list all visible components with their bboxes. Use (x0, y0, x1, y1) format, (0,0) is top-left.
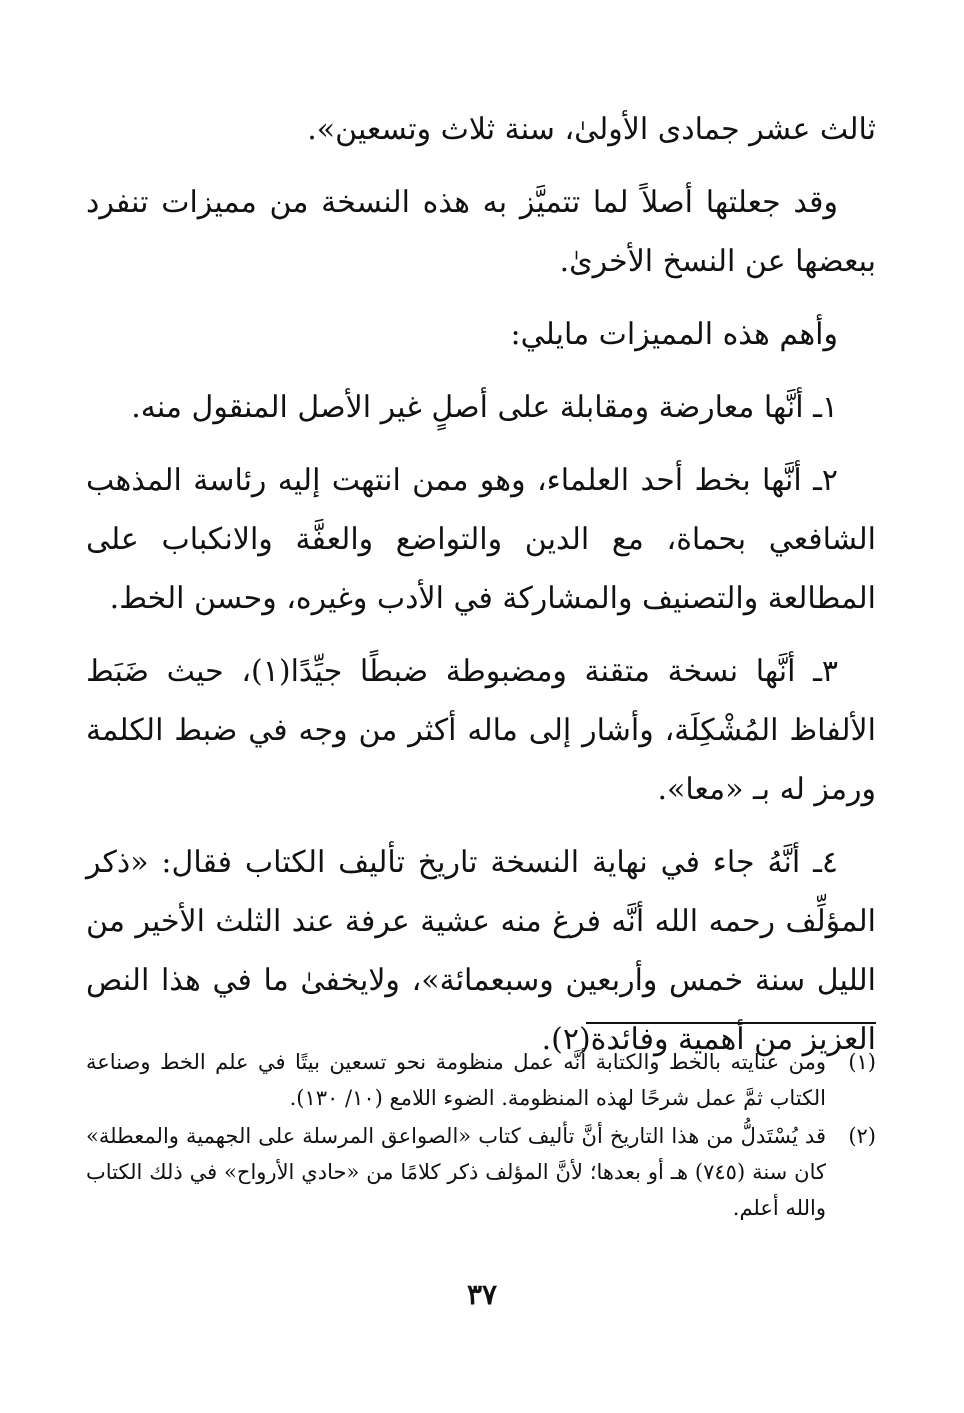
footnote-1 (86, 1044, 876, 1116)
feature-item-4: ٤ـ أنَّهُ جاء في نهاية النسخة تاريخ تأليف الكتاب فقال: «ذكر المؤلِّف رحمه الله أنَّه فرغ منه عشية عرفة عند الثلث الأخير من الليل سنة خمس وأربعين وسبعمائة»، ولايخفىٰ ما في هذا النص العزيز من أهمية وفائدة(٢). (86, 845, 876, 1057)
paragraph-features-intro: وأهم هذه المميزات مايلي: (510, 317, 838, 352)
feature-item-1: ١ـ أنَّها معارضة ومقابلة على أصلٍ غير الأصل المنقول منه. (131, 390, 838, 425)
feature-item-3: ٣ـ أنَّها نسخة متقنة ومضبوطة ضبطًا جيِّدًا(١)، حيث ضَبَط الألفاظ المُشْكِلَة، وأشار إلى ماله أكثر من وجه في ضبط الكلمة ورمز له بـ «معا». (86, 654, 876, 807)
main-text (86, 100, 876, 1083)
footnote-text: ومن عنايته بالخط والكتابة أنَّه عمل منظومة نحو تسعين بيتًا في علم الخط وصناعة الكتاب ثمَّ عمل شرحًا لهذه المنظومة. الضوء اللامع (١٠/ ١٣٠). (86, 1050, 826, 1110)
footnotes (86, 1044, 876, 1228)
footnote-number: (٢) (848, 1124, 876, 1148)
paragraph-continuation: ثالث عشر جمادى الأولىٰ، سنة ثلاث وتسعين». (307, 112, 876, 147)
footnote-text: قد يُسْتَدلُّ من هذا التاريخ أنَّ تأليف كتاب «الصواعق المرسلة على الجهمية والمعطلة» كان سنة (٧٤٥) هـ أو بعدها؛ لأنَّ المؤلف ذكر كلامًا من «حادي الأرواح» في ذلك الكتاب والله أعلم. (86, 1124, 826, 1220)
footnote-divider (586, 1022, 876, 1024)
page-number: ٣٧ (466, 1278, 498, 1311)
paragraph-basis: وقد جعلتها أصلاً لما تتميَّز به هذه النسخة من مميزات تنفرد ببعضها عن النسخ الأخرىٰ. (86, 185, 876, 279)
feature-item-2: ٢ـ أنَّها بخط أحد العلماء، وهو ممن انتهت إليه رئاسة المذهب الشافعي بحماة، مع الدين والتواضع والعفَّة والانكباب على المطالعة والتصنيف والمشاركة في الأدب وغيره، وحسن الخط. (86, 463, 876, 616)
footnote-2 (86, 1118, 876, 1226)
footnote-number: (١) (848, 1050, 876, 1074)
